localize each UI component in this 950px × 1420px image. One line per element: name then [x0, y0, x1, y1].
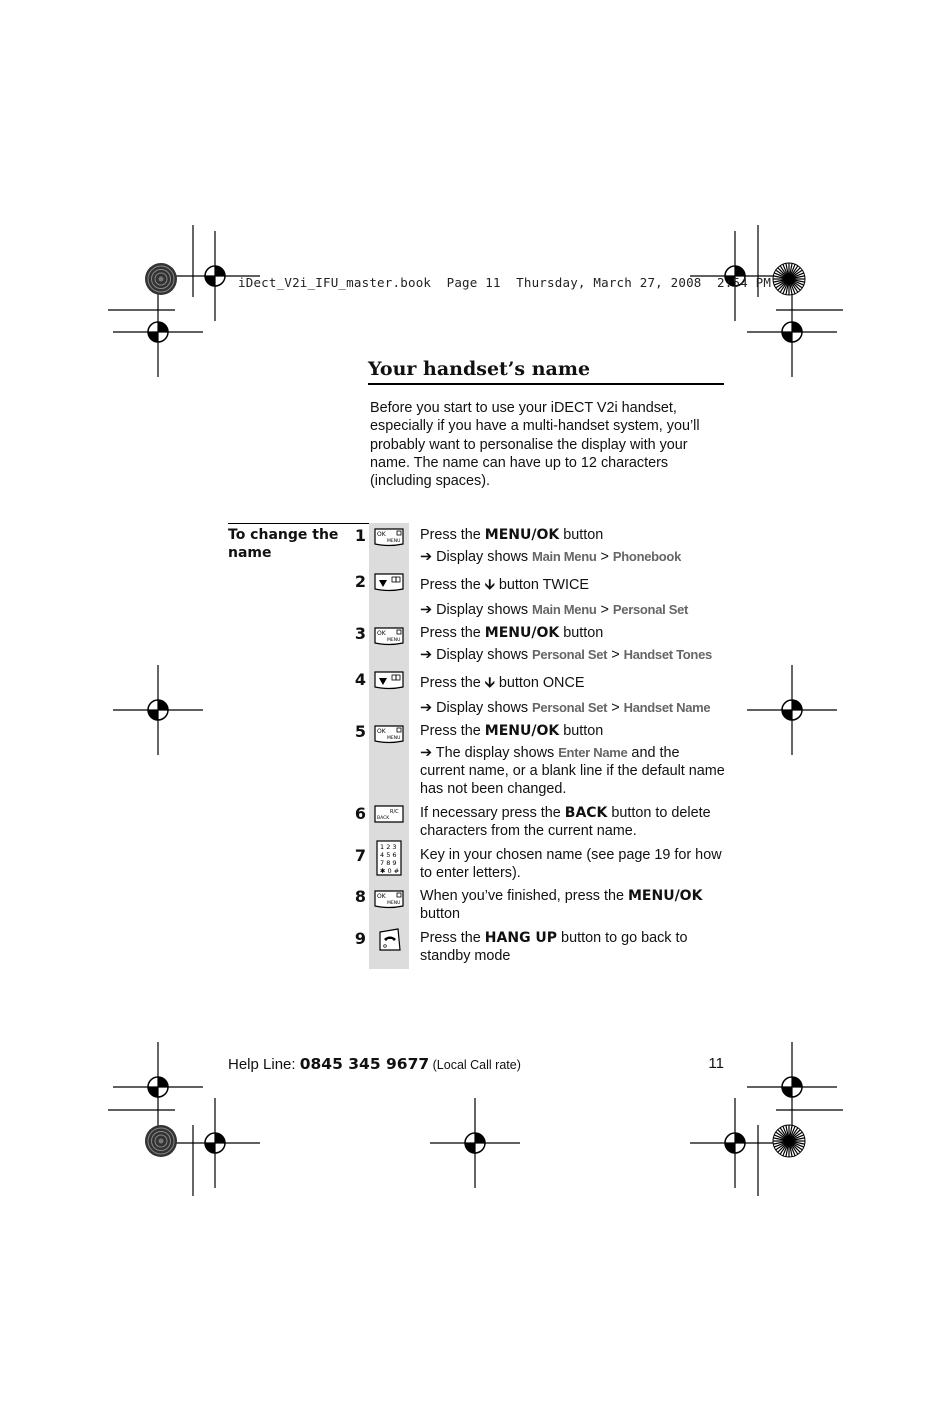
svg-text:OK: OK — [377, 728, 386, 735]
step-instruction: Key in your chosen name (see page 19 for how to enter letters). — [420, 847, 722, 881]
step-number: 1 — [354, 526, 366, 545]
step-instruction: Press the MENU/OK button ➔ The display shows Enter Name and the current name, or a blank line if the default name has not been changed. — [420, 723, 725, 797]
page-title: Your handset’s name — [368, 358, 724, 385]
svg-text:R/C: R/C — [390, 809, 399, 815]
step-instruction: Press the MENU/OK button ➔ Display shows Personal Set > Handset Tones — [420, 625, 712, 663]
svg-text:OK: OK — [377, 893, 386, 900]
down-arrow-key-icon — [373, 670, 405, 690]
menu-ok-key-icon — [373, 889, 405, 909]
step-number: 8 — [354, 887, 366, 906]
menu-ok-key-icon — [373, 724, 405, 744]
svg-text:BACK: BACK — [377, 816, 390, 821]
step-instruction: If necessary press the BACK button to delete characters from the current name. — [420, 805, 711, 839]
step-number: 3 — [354, 624, 366, 643]
step-number: 2 — [354, 572, 366, 591]
step-instruction: Press the HANG UP button to go back to standby mode — [420, 930, 688, 964]
step-number: 5 — [354, 722, 366, 741]
page-footer — [228, 1055, 724, 1073]
print-header: iDect_V2i_IFU_master.book Page 11 Thursday, March 27, 2008 2:54 PM — [238, 275, 772, 290]
step-number: 6 — [354, 804, 366, 823]
helpline-number: 0845 345 9677 — [299, 1055, 430, 1073]
step-instruction: Press the 🡫 button ONCE ➔ Display shows Personal Set > Handset Name — [420, 675, 711, 716]
helpline-prefix: Help Line: — [228, 1056, 300, 1073]
menu-ok-key-icon — [373, 626, 405, 646]
step-instruction: When you’ve finished, press the MENU/OK button — [420, 888, 703, 922]
svg-text:OK: OK — [377, 531, 386, 538]
step-number: 9 — [354, 929, 366, 948]
svg-text:4 5 6: 4 5 6 — [380, 851, 397, 859]
svg-text:✱ 0 #: ✱ 0 # — [380, 867, 400, 875]
down-arrow-key-icon — [373, 572, 405, 592]
menu-ok-key-icon — [373, 527, 405, 547]
step-instruction: Press the MENU/OK button ➔ Display shows Main Menu > Phonebook — [420, 527, 681, 565]
step-number: 7 — [354, 846, 366, 865]
svg-text:MENU: MENU — [387, 736, 401, 741]
helpline-note: (Local Call rate) — [429, 1058, 521, 1072]
back-key-icon — [373, 804, 405, 824]
section-rule — [228, 523, 369, 524]
svg-text:MENU: MENU — [387, 638, 401, 643]
keypad-icon — [376, 840, 408, 876]
page-number: 11 — [708, 1055, 724, 1072]
section-label: To change the name — [228, 527, 339, 561]
hang-up-key-icon — [378, 928, 410, 952]
svg-text:1 2 3: 1 2 3 — [380, 843, 397, 851]
svg-text:7 8 9: 7 8 9 — [380, 859, 397, 867]
intro-paragraph: Before you start to use your iDECT V2i handset, especially if you have a multi-handset system, you’ll probably want to personalise the display with your name. The name can have up to 12 characters (including spaces). — [370, 400, 700, 490]
svg-text:MENU: MENU — [387, 901, 401, 906]
svg-text:MENU: MENU — [387, 539, 401, 544]
step-number: 4 — [354, 670, 366, 689]
step-instruction: Press the 🡫 button TWICE ➔ Display shows Main Menu > Personal Set — [420, 577, 689, 618]
svg-text:OK: OK — [377, 630, 386, 637]
